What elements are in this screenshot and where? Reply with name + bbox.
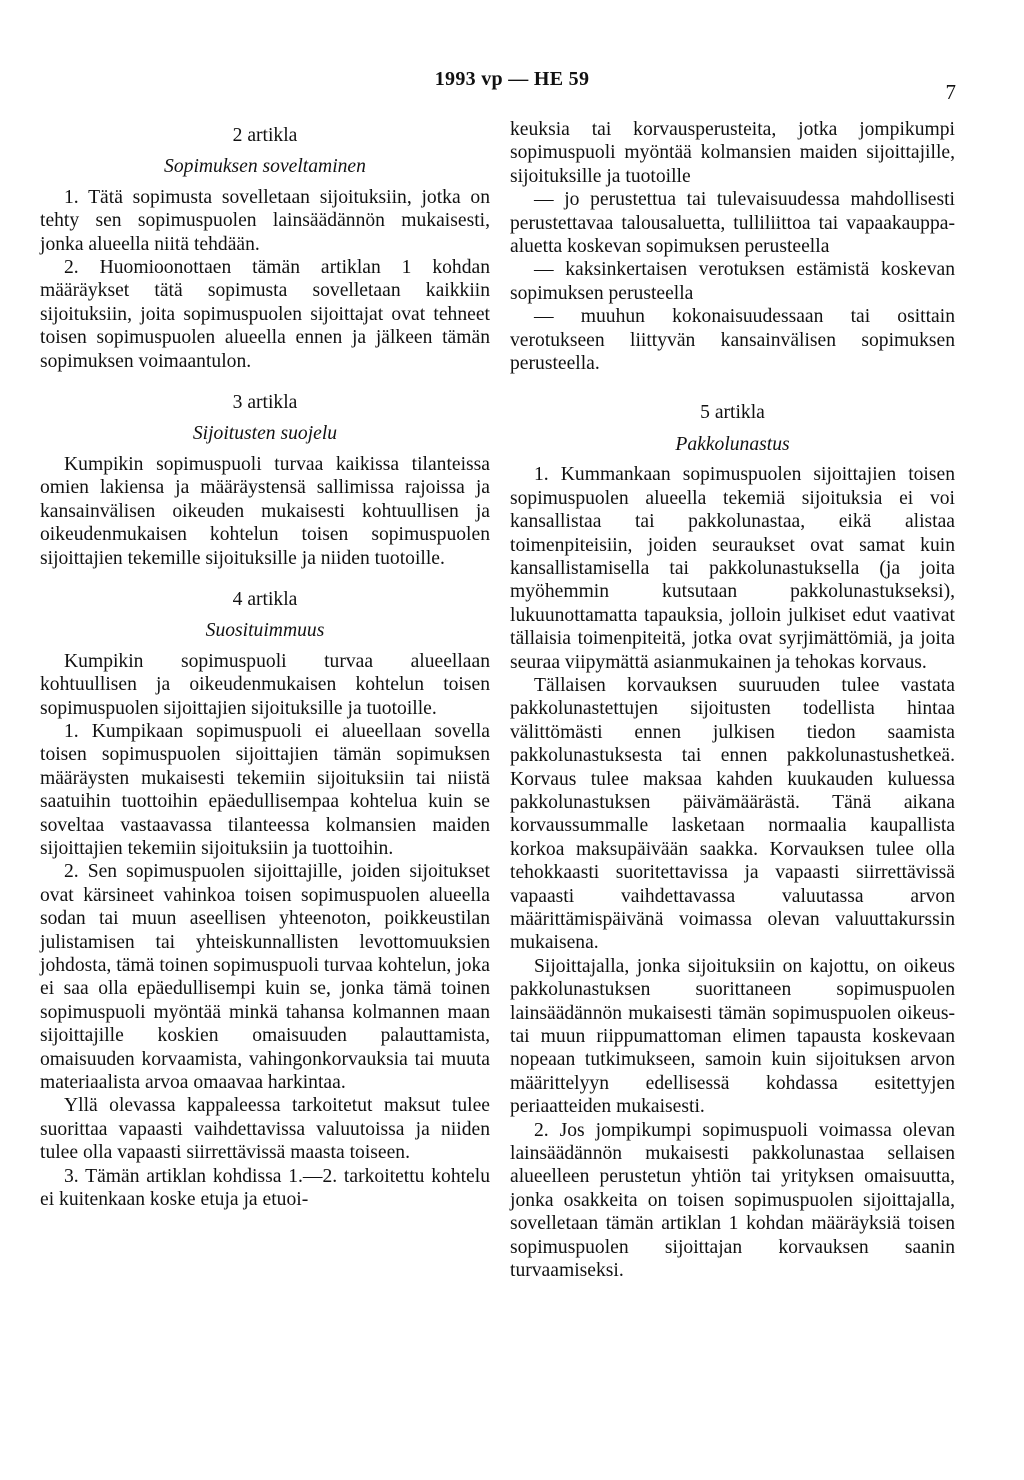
page-number: 7: [945, 80, 956, 104]
paragraph: 3. Tämän artiklan kohdissa 1.—2. tarkoitettu kohtelu ei kuitenkaan koske etuja ja etuoi-: [40, 1165, 490, 1211]
article-number: 3 artikla: [232, 392, 298, 414]
article-4: [40, 588, 490, 1212]
paragraph: 1. Tätä sopimusta sovelletaan sijoituksiin, jotka on tehty sen sopimuspuolen lainsäädännön mukaisesti, jonka alueella niitä tehdään.: [40, 186, 490, 255]
article-number: 4 artikla: [232, 588, 298, 610]
article-2: [40, 124, 490, 373]
article-title: Pakkolunastus: [675, 433, 790, 455]
article-number: 2 artikla: [232, 125, 298, 146]
right-column: [510, 118, 955, 1283]
article-title: Sijoitusten suojelu: [192, 423, 338, 445]
paragraph: Kumpikin sopimuspuoli turvaa kaikissa tilanteissa omien lakiensa ja määräystensä sallimissa rajoissa ja kansainvälisen oikeuden mukaisesti kohtuullisen ja oikeudenmukaisen kohtelun toisen sopimuspuolen sijoittajien tekemille sijoituksille ja niiden tuotoille.: [40, 453, 490, 569]
paragraph: Tällaisen korvauksen suuruuden tulee vastata pakkolunastettujen sijoitusten todellista hintaa välittömästi ennen julkisen tiedon saamista pakkolunastuksesta tai ennen pakkolunastushetkeä. Korvaus tulee maksaa kahden kuukauden kuluessa pakkolunastuksen päivämäärästä. Tänä aikana korvaussummalle lasketaan normaalia kaupallista korkoa maksupäivään saakka. Korvauksen tulee olla tehokkaasti suoritettavissa ja vapaasti siirrettävissä vapaasti vaihdettavassa valuutassa arvon määrittämispäivänä voimassa olevan valuuttakurssin mukaisena.: [510, 674, 955, 954]
paragraph: Kumpikin sopimuspuoli turvaa alueellaan kohtuullisen ja oikeudenmukaisen kohtelun toisen sopimuspuolen sijoittajien sijoituksille ja tuotoille.: [40, 650, 490, 719]
article-title: Suosituimmuus: [205, 620, 325, 642]
paragraph: 2. Jos jompikumpi sopimuspuoli voimassa olevan lainsäädännön mukaisesti pakkolunastaa sellaisen alueelleen perustetun yhtiön tai yrityksen omaisuutta, jonka osakkeita on toisen sopimuspuolen sijoittajalla, sovelletaan tämän artiklan 1 kohdan määräyksiä toisen sopimuspuolen sijoittajan korvauksen saanin turvaamiseksi.: [510, 1119, 955, 1282]
article-3: [40, 391, 490, 570]
page-header: [0, 68, 1024, 104]
dash-item: — muuhun kokonaisuudessaan tai osittain verotukseen liittyvän kansainvälisen sopimuksen perusteella.: [510, 306, 955, 375]
article-5: [510, 401, 955, 1282]
paragraph: 1. Kummankaan sopimuspuolen sijoittajien toisen sopimuspuolen alueella tekemiä sijoituksia ei voi kansallistaa tai pakkolunastaa, eikä alistaa toimenpiteisiin, joiden seuraukset ovat samat kuin kansallistamisella tai pakkolunastuksella (ja joita myöhemmin kutsutaan pakkolunastukseksi), lukuunottamatta tapauksia, jolloin julkiset edut vaativat tällaisia toimenpiteitä, jotka ovat syrjimättömiä, ja joita seuraa viipymättä asianmukainen ja tehokas korvaus.: [510, 464, 955, 673]
dash-item: — jo perustettua tai tulevaisuudessa mahdollisesti perustettavaa talousaluetta, tulliliittoa tai vapaakauppa-aluetta koskevan sopimuksen perusteella: [510, 189, 955, 258]
paragraph: 2. Sen sopimuspuolen sijoittajille, joiden sijoitukset ovat kärsineet vahinkoa toisen sopimuspuolen alueella sodan tai muun aseellisen yhteenoton, poikkeustilan julistamisen tai yhteiskunnallisten levottomuuksien johdosta, tämä toinen sopimuspuoli turvaa kohtelun, joka ei saa olla epäedullisempi kuin se, jonka tämä toinen sopimuspuoli myöntää minkä tahansa kolmannen maan sijoittajille koskien omaisuuden palauttamista, omaisuuden korvaamista, vahingonkorvauksia tai muuta materiaalista arvoa omaavaa harkintaa.: [40, 861, 490, 1094]
paragraph: Yllä olevassa kappaleessa tarkoitetut maksut tulee suorittaa vapaasti vaihdettavissa valuutoissa ja niiden tulee olla vapaasti siirrettävissä maasta toiseen.: [40, 1095, 490, 1164]
dash-item: — kaksinkertaisen verotuksen estämistä koskevan sopimuksen perusteella: [510, 259, 955, 304]
continued-paragraph: keuksia tai korvausperusteita, jotka jompikumpi sopimuspuoli myöntää kolmansien maiden sijoittajille, sijoituksille ja tuotoille: [510, 119, 955, 187]
article-number: 5 artikla: [700, 402, 765, 424]
left-column: [40, 118, 490, 1211]
article-title: Sopimuksen soveltaminen: [164, 156, 366, 178]
paragraph: 1. Kumpikaan sopimuspuoli ei alueellaan sovella toisen sopimuspuolen sijoittajien tämän sopimuksen määräysten mukaisesti tekemiin sijoituksiin tai niistä saatuihin tuottoihin epäedullisempaa kohtelua kuin se soveltaa vastaavassa tilanteessa kolmansien maiden sijoittajien tekemiin sijoituksiin ja tuottoihin.: [40, 720, 490, 859]
running-head: 1993 vp — HE 59: [434, 68, 590, 90]
paragraph: Sijoittajalla, jonka sijoituksiin on kajottu, on oikeus pakkolunastuksen suorittaneen sopimuspuolen lainsäädännön mukaisesti tämän sopimuspuolen oikeus- tai muun riippumattoman elimen tapausta koskevaan nopeaan tutkimukseen, samoin kuin sijoituksen arvon määrittelyyn edellisessä kohdassa esitettyjen periaatteiden mukaisesti.: [510, 955, 955, 1118]
paragraph: 2. Huomioonottaen tämän artiklan 1 kohdan määräykset tätä sopimusta sovelletaan kaikkiin sijoituksiin, joita sopimuspuolen sijoittajat ovat tehneet toisen sopimuspuolen alueella ennen ja jälkeen tämän sopimuksen voimaantulon.: [40, 257, 490, 372]
